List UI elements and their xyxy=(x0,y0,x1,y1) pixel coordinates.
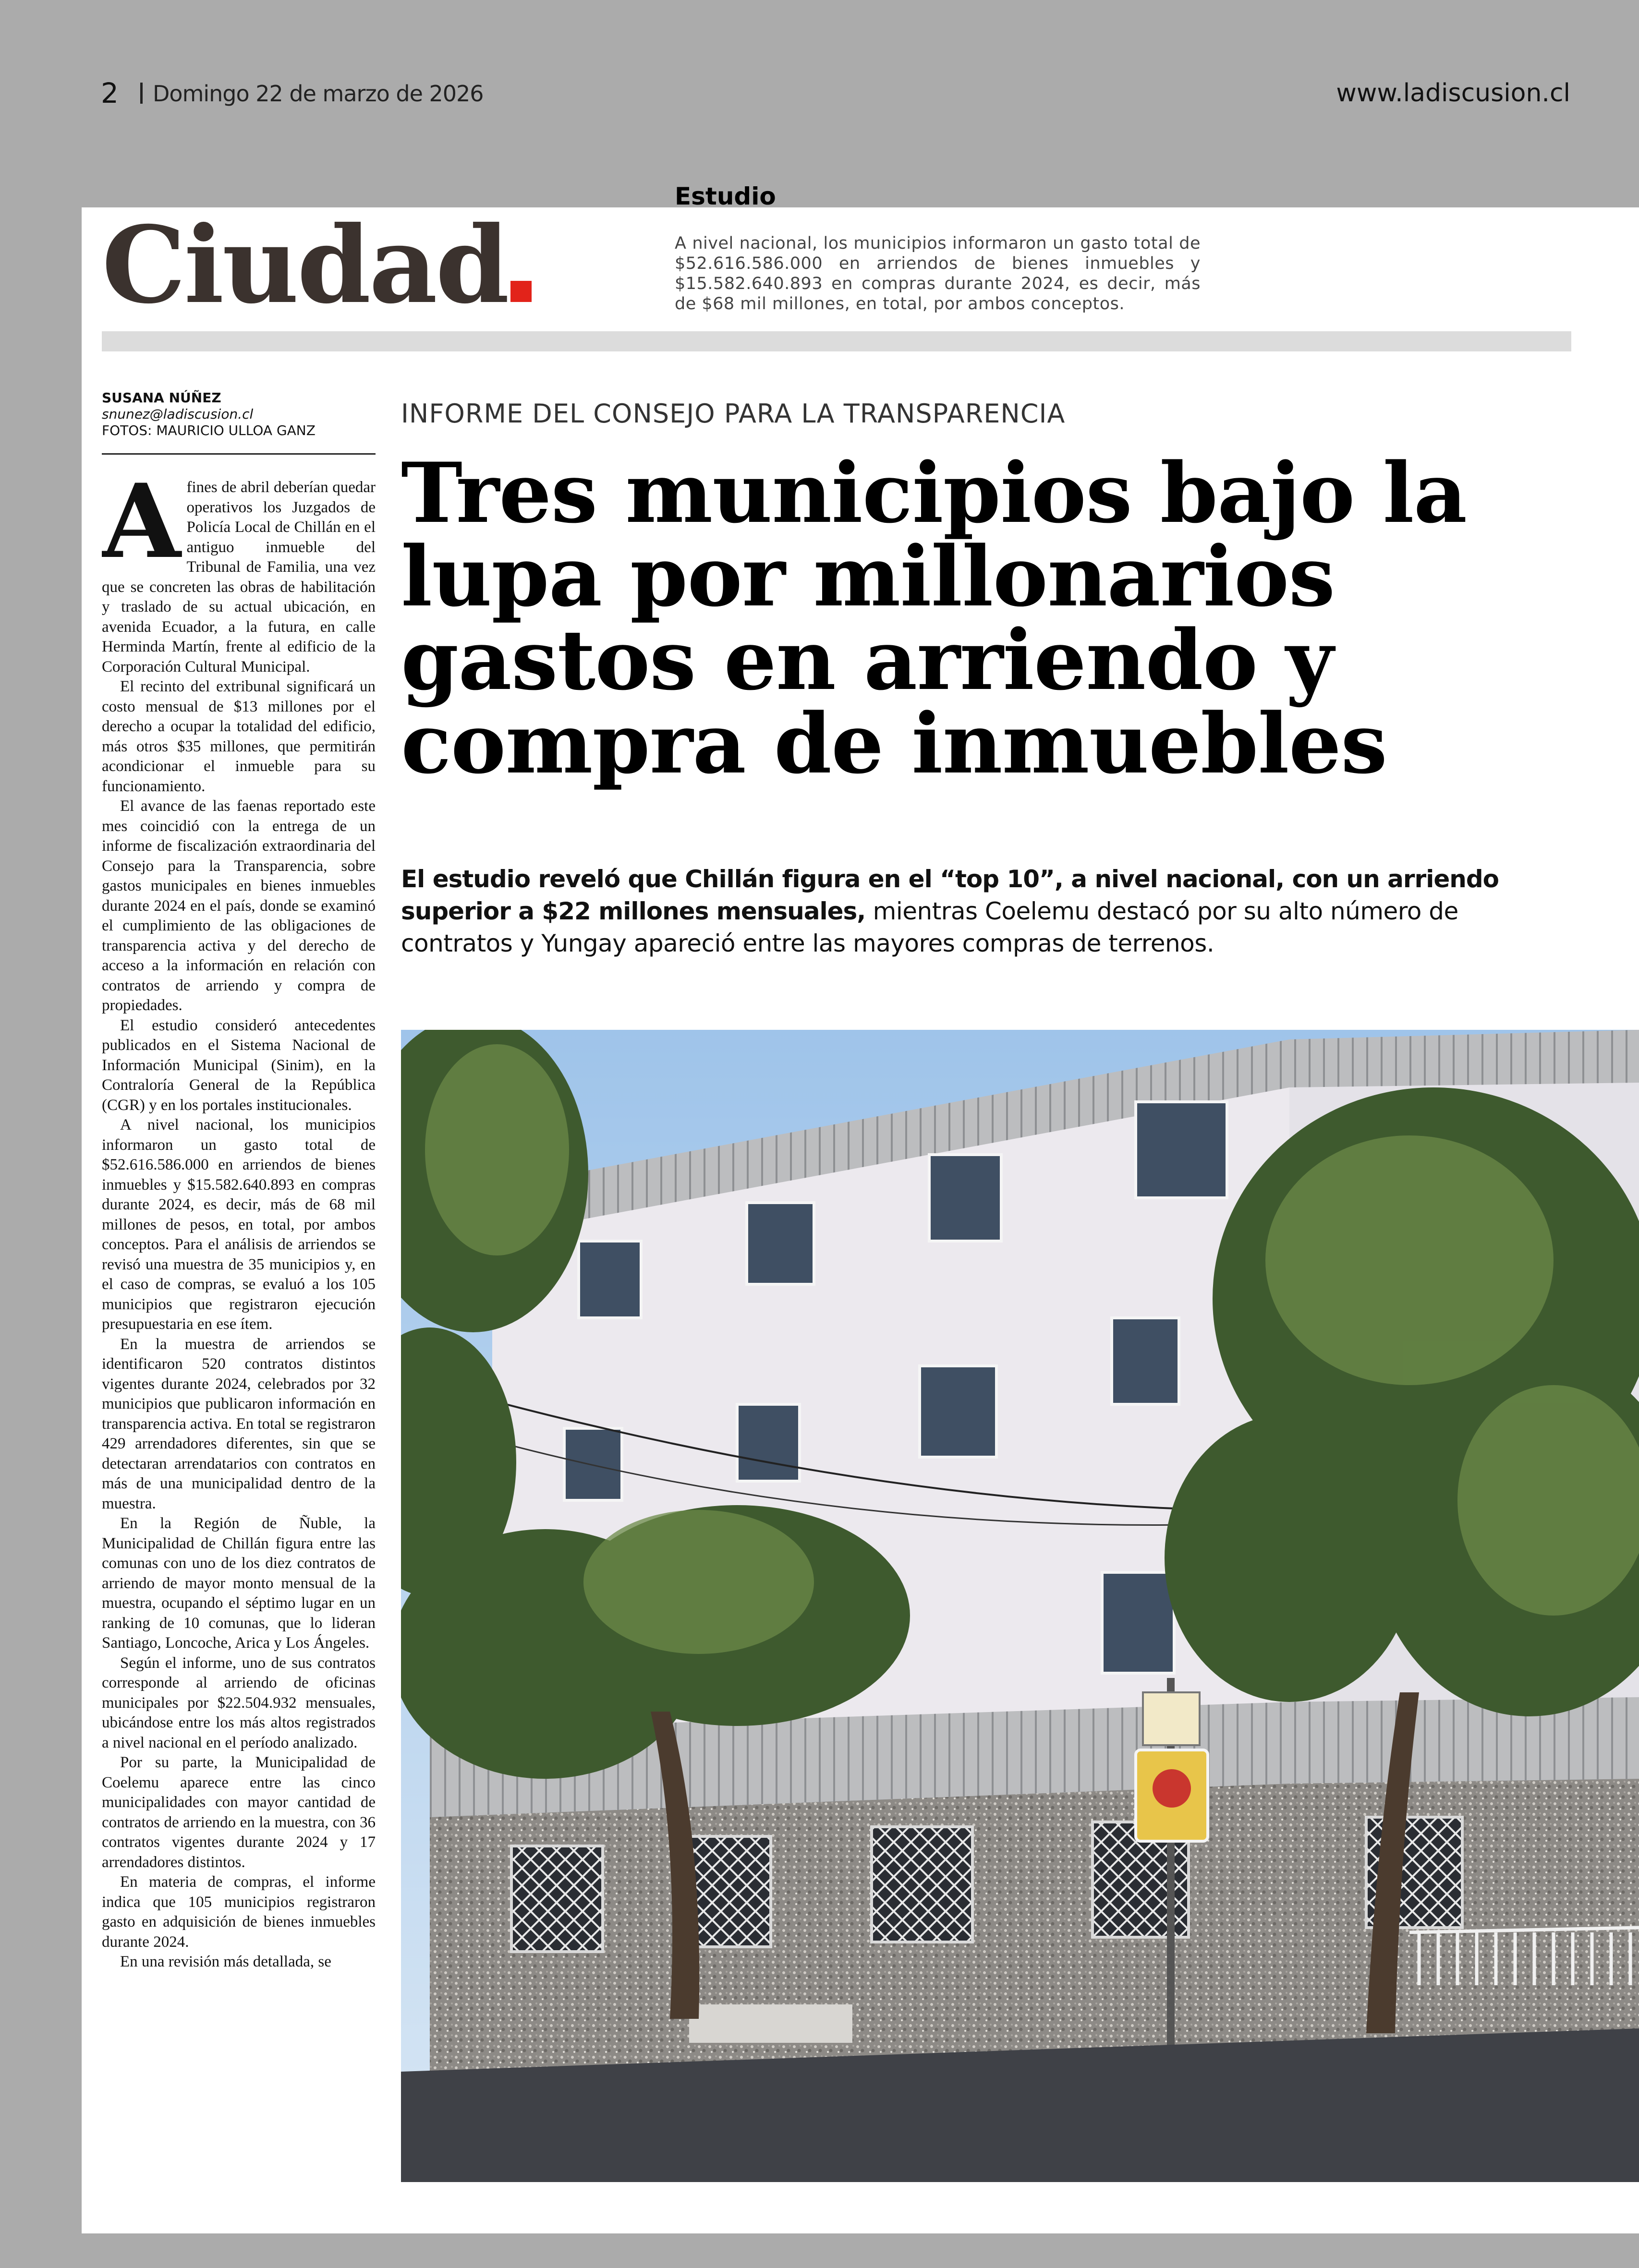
article-paragraph: A nivel nacional, los municipios informaron un gasto total de $52.616.586.000 en arriendos de bienes inmuebles y $15.582.640.893 en compras durante 2024, es decir, más de 68 mil millones de pesos, en total, por ambos conceptos. Para el análisis de arriendos se revisó una muestra de 35 municipios y, en el caso de compras, se evaluó a los 105 municipios que registraron ejecución presupuestaria en ese ítem. xyxy=(102,1116,376,1333)
page-header xyxy=(0,77,1639,120)
deck-regular: mientras Coelemu destacó por su alto número de contratos y Yungay apareció entre las mayores compras de terrenos. xyxy=(401,897,1458,957)
section-divider-bar xyxy=(102,331,1571,351)
byline xyxy=(102,390,376,439)
article-paragraph: El avance de las faenas reportado este mes coincidió con la entrega de un informe de fiscalización extraordinaria del Consejo para la Transparencia, sobre gastos municipales en bienes inmuebles durante 2024 en el país, donde se examinó el cumplimiento de las obligaciones de transparencia activa y del derecho de acceso a la información en relación con contratos de arriendo y compra de propiedades. xyxy=(102,797,376,1014)
header-separator xyxy=(140,83,143,104)
drop-cap: A xyxy=(102,478,181,581)
article-paragraph: El recinto del extribunal significará un costo mensual de $13 millones por el derecho a ocupar la totalidad del edificio, más otros $35 millones, que permitirán acondicionar el inmueble para su funcionamiento. xyxy=(102,678,376,795)
section-title-text: Ciudad xyxy=(102,203,508,327)
sidebar-box-label: Estudio xyxy=(675,182,776,210)
article-deck xyxy=(401,863,1575,960)
section-title xyxy=(102,203,532,327)
article-paragraph: En materia de compras, el informe indica que 105 municipios registraron gasto en adquisición de bienes inmuebles durante 2024. xyxy=(102,1873,376,1951)
byline-rule xyxy=(102,453,376,455)
byline-photo-credit: FOTOS: MAURICIO ULLOA GANZ xyxy=(102,422,316,438)
page-number: 2 xyxy=(101,77,119,109)
first-paragraph-text: fines de abril deberían quedar operativos los Juzgados de Policía Local de Chillán en el antiguo inmueble del Tribunal de Familia, una vez que se concreten las obras de habilitación y traslado de su actual ubicación, en avenida Ecuador, a la futura, en calle Herminda Martín, frente al edificio de la Corporación Cultural Municipal. xyxy=(102,479,376,676)
article-body xyxy=(102,478,376,2235)
article-paragraph: En la Región de Ñuble, la Municipalidad de Chillán figura entre las comunas con uno de los diez contratos de arriendo de mayor monto mensual de la muestra, ocupando el séptimo lugar en un ranking de 10 comunas, que lo lideran Santiago, Loncoche, Arica y Los Ángeles. xyxy=(102,1515,376,1652)
byline-author: SUSANA NÚÑEZ xyxy=(102,390,221,406)
article-paragraph xyxy=(102,478,376,677)
byline-email[interactable]: snunez@ladiscusion.cl xyxy=(102,406,254,422)
article-paragraph: Según el informe, uno de sus contratos corresponde al arriendo de oficinas municipales por $22.504.932 mensuales, ubicándose entre los más altos registrados a nivel nacional en el período analizado. xyxy=(102,1654,376,1751)
article-paragraph: En una revisión más detallada, se xyxy=(120,1953,331,1970)
article-paragraph: Por su parte, la Municipalidad de Coelemu aparece entre las cinco municipalidades con mayor cantidad de contratos de arriendo en la muestra, con 36 contratos vigentes durante 2024 y 17 arrendadores distintos. xyxy=(102,1754,376,1871)
article-paragraph: El estudio consideró antecedentes publicados en el Sistema Nacional de Información Municipal (Sinim), en la Contraloría General de la República (CGR) y en los portales institucionales. xyxy=(102,1016,376,1114)
sidebar-box-text: A nivel nacional, los municipios informaron un gasto total de $52.616.586.000 en arriendos de bienes inmuebles y $15.582.640.893 en compras durante 2024, es decir, más de $68 mil millones, en total, por ambos conceptos. xyxy=(675,234,1201,314)
deck-bold: El estudio reveló que Chillán figura en el “top 10”, a nivel nacional, con un arriendo superior a $22 millones mensuales, xyxy=(401,865,1499,925)
building-photo xyxy=(401,1030,1639,2182)
article-paragraph: En la muestra de arriendos se identificaron 520 contratos distintos vigentes durante 2024, celebrados por 32 municipios que publicaron información en transparencia activa. En total se registraron 429 arrendadores diferentes, sin que se detectaran arrendatarios con contratos en más de una municipalidad dentro de la muestra. xyxy=(102,1335,376,1512)
section-red-dot xyxy=(510,281,532,302)
website-link[interactable]: www.ladiscusion.cl xyxy=(1336,79,1570,108)
article-headline: Tres municipios bajo la lupa por millonarios gastos en arriendo y compra de inmuebles xyxy=(401,444,1467,792)
article-kicker: INFORME DEL CONSEJO PARA LA TRANSPARENCIA xyxy=(401,398,1066,429)
edition-date: Domingo 22 de marzo de 2026 xyxy=(153,81,484,107)
